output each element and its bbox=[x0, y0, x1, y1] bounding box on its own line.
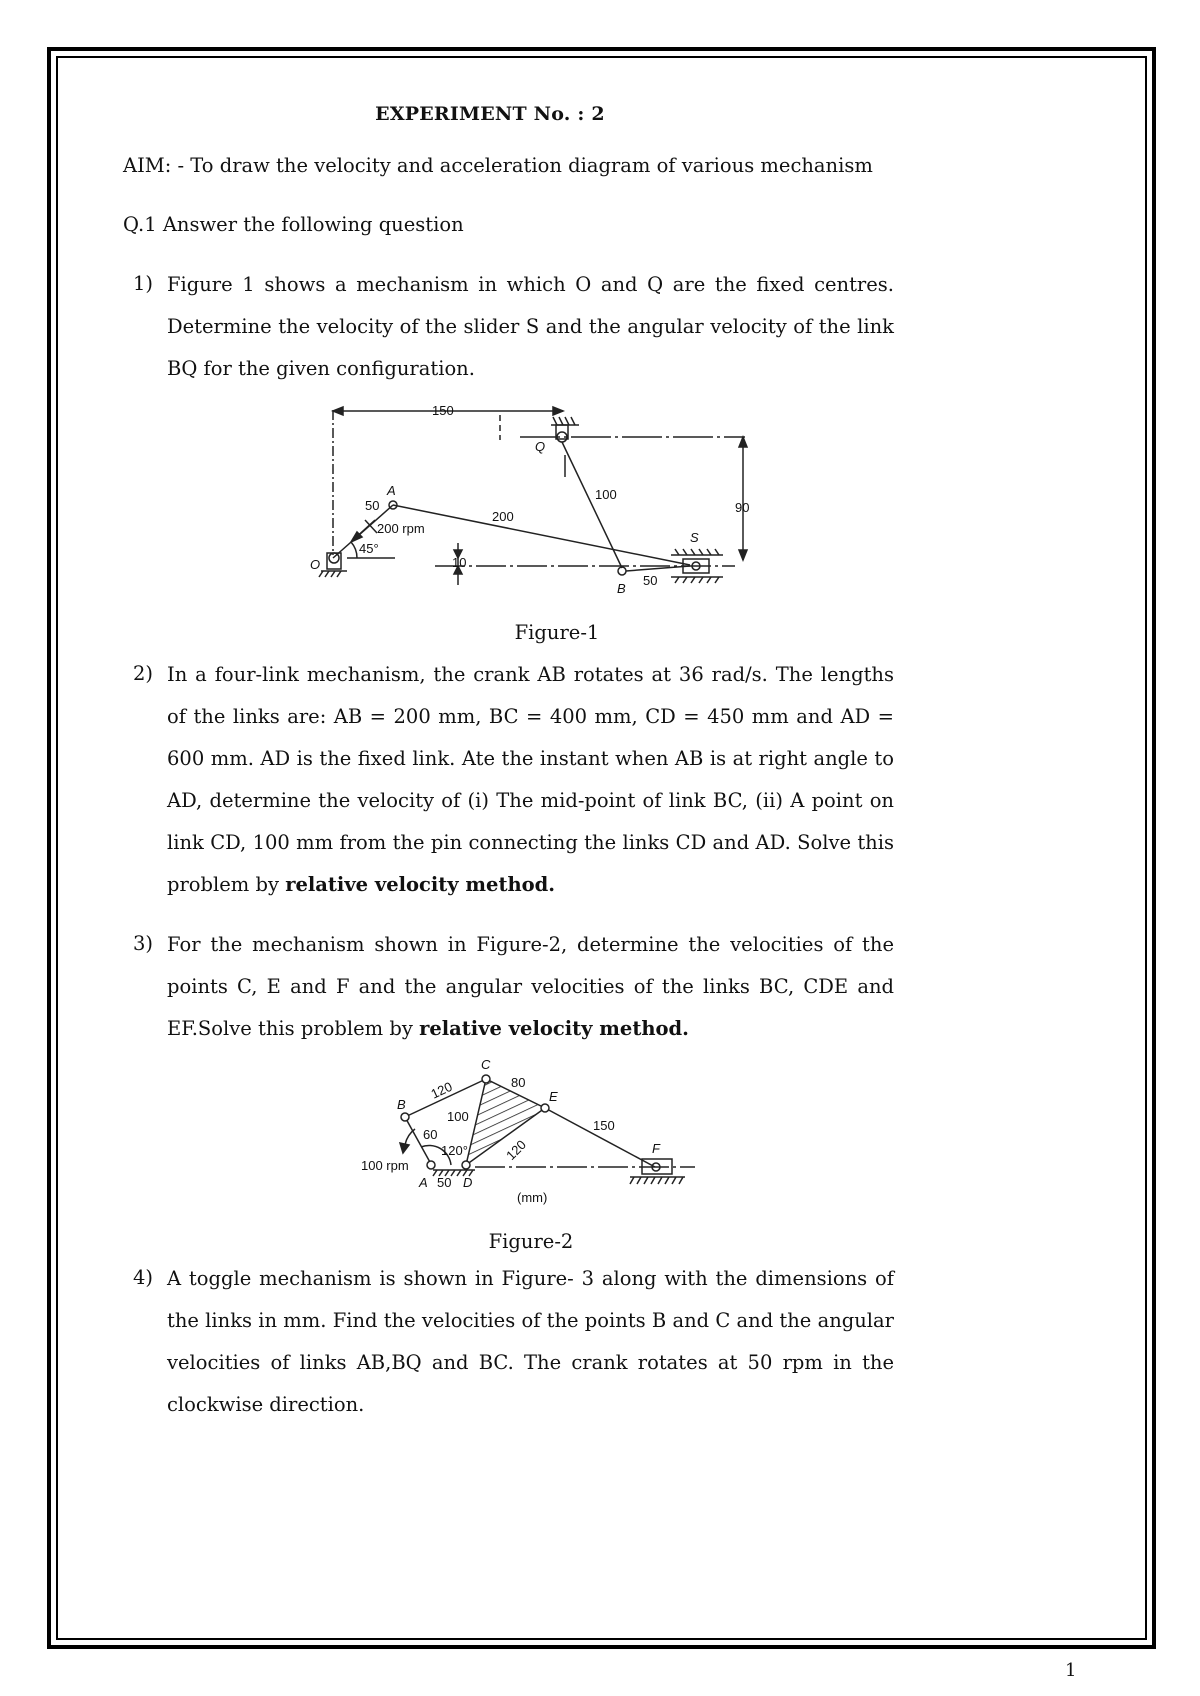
fig2-label-e: E bbox=[549, 1089, 558, 1104]
fig1-dim-50b: 50 bbox=[643, 573, 658, 588]
question-4-text: A toggle mechanism is shown in Figure- 3 along with the dimensions of the links in mm. Find the velocities of the points B and C and the angular velocities of links AB,BQ and BC. The crank rotates at 50 rpm in the clockwise direction. bbox=[167, 1267, 894, 1416]
fig1-dim-150: 150 bbox=[432, 403, 454, 418]
fig1-dim-200: 200 bbox=[492, 509, 514, 524]
question-3-number: 3) bbox=[133, 932, 154, 955]
fig2-dim-ab: 60 bbox=[423, 1127, 438, 1142]
question-3-text: For the mechanism shown in Figure-2, determine the velocities of the points C, E and F and the angular velocities of the links BC, CDE and EF.Solve this problem by relative velocity method. bbox=[167, 933, 894, 1040]
fig2-dim-ce: 80 bbox=[511, 1075, 526, 1090]
fig1-dim-10: 10 bbox=[452, 555, 467, 570]
figure-2-diagram bbox=[355, 1057, 705, 1217]
fig1-dim-100: 100 bbox=[595, 487, 617, 502]
figure-2-caption: Figure-2 bbox=[488, 1230, 574, 1253]
fig2-dim-bc: 120 bbox=[428, 1078, 455, 1102]
page-number: 1 bbox=[1065, 1660, 1077, 1681]
fig1-label-a: A bbox=[387, 483, 396, 498]
fig2-dim-cd: 100 bbox=[447, 1109, 469, 1124]
fig1-label-b: B bbox=[617, 581, 626, 596]
fig2-dim-ad: 50 bbox=[437, 1175, 452, 1190]
fig1-label-q: Q bbox=[535, 439, 546, 454]
fig2-angle: 120° bbox=[441, 1143, 468, 1158]
fig2-label-a: A bbox=[419, 1175, 428, 1190]
fig1-label-s: S bbox=[690, 530, 699, 545]
question-2-text: In a four-link mechanism, the crank AB rotates at 36 rad/s. The lengths of the links are: AB = 200 mm, BC = 400 mm, CD = 450 mm and AD = 600 mm. AD is the fixed link. Ate the instant when AB is at right angle to AD, determine the velocity of (i) The mid-point of link BC, (ii) A point on link CD, 100 mm from the pin connecting the links CD and AD. Solve this problem by relative velocity method. bbox=[167, 663, 894, 896]
fig2-label-d: D bbox=[463, 1175, 473, 1190]
fig2-label-b: B bbox=[397, 1097, 406, 1112]
fig2-unit: (mm) bbox=[517, 1190, 548, 1205]
fig1-rpm: 200 rpm bbox=[377, 521, 425, 536]
question-1-text: Figure 1 shows a mechanism in which O and Q are the fixed centres. Determine the velocity of the slider S and the angular velocity of the link BQ for the given configuration. bbox=[167, 273, 894, 380]
question-1-number: 1) bbox=[133, 272, 154, 295]
fig2-dim-ef: 150 bbox=[593, 1118, 615, 1133]
fig2-label-f: F bbox=[652, 1141, 660, 1156]
section-heading: Q.1 Answer the following question bbox=[123, 213, 464, 236]
question-4-number: 4) bbox=[133, 1266, 154, 1289]
fig1-angle: 45° bbox=[359, 541, 379, 556]
figure-1-diagram bbox=[295, 395, 765, 605]
page-title: EXPERIMENT No. : 2 bbox=[375, 103, 605, 125]
fig2-dim-de: 120 bbox=[503, 1137, 530, 1164]
fig2-label-c: C bbox=[481, 1057, 491, 1072]
fig1-dim-90: 90 bbox=[735, 500, 750, 515]
aim-text: AIM: - To draw the velocity and acceleration diagram of various mechanism bbox=[123, 154, 873, 177]
figure-1-caption: Figure-1 bbox=[514, 621, 600, 644]
question-2-number: 2) bbox=[133, 662, 154, 685]
fig1-label-o: O bbox=[310, 557, 321, 572]
fig1-dim-50a: 50 bbox=[365, 498, 380, 513]
fig2-rpm: 100 rpm bbox=[361, 1158, 409, 1173]
